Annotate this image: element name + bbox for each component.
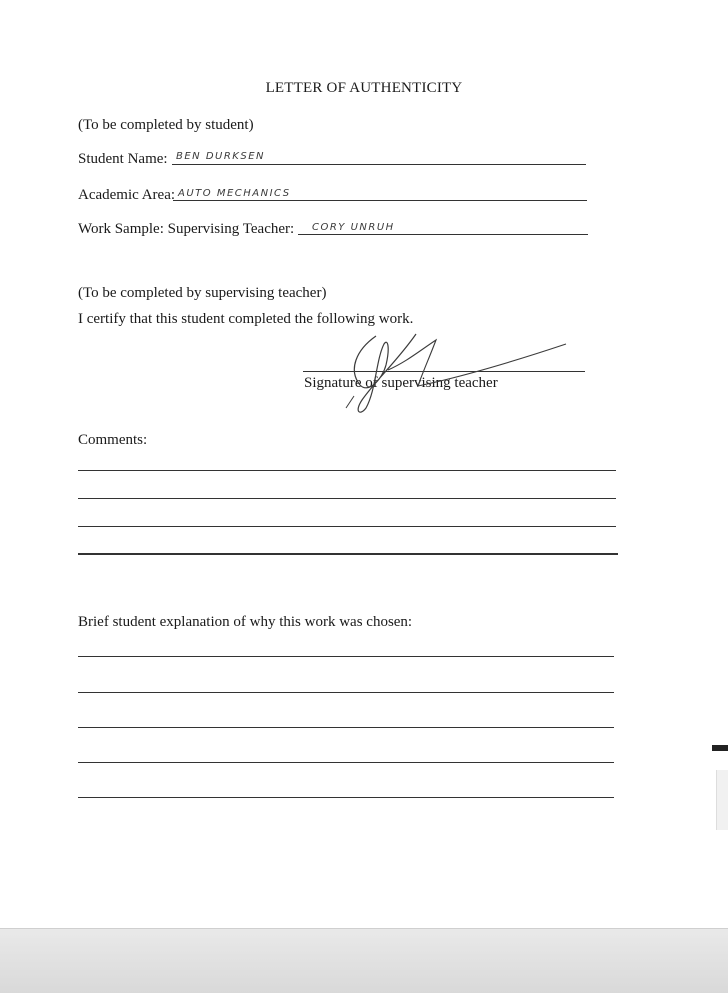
certify-text: I certify that this student completed the following work. (78, 311, 414, 327)
student-name-value: BEN DURKSEN (176, 151, 266, 162)
explanation-line-2 (78, 692, 614, 693)
supervising-teacher-label: Work Sample: Supervising Teacher: (78, 221, 295, 237)
signature-scribble (326, 330, 586, 420)
explanation-label: Brief student explanation of why this work was chosen: (78, 614, 413, 630)
supervising-teacher-line (298, 234, 588, 235)
explanation-line-1 (78, 656, 614, 657)
scan-bottom-edge (0, 928, 728, 993)
comment-line-3 (78, 526, 616, 527)
explanation-line-5 (78, 797, 614, 798)
academic-area-value: AUTO MECHANICS (178, 188, 291, 199)
supervising-teacher-value: CORY UNRUH (312, 222, 395, 233)
comments-label: Comments: (78, 432, 148, 448)
document-title: LETTER OF AUTHENTICITY (265, 80, 463, 96)
comment-line-2 (78, 498, 616, 499)
student-name-line (172, 164, 586, 165)
explanation-line-3 (78, 727, 614, 728)
signature-caption: Signature of supervising teacher (304, 375, 498, 391)
student-name-label: Student Name: (78, 151, 168, 167)
student-section-heading: (To be completed by student) (78, 117, 254, 133)
comment-line-1 (78, 470, 616, 471)
explanation-line-4 (78, 762, 614, 763)
academic-area-line (173, 200, 587, 201)
comment-line-4 (78, 553, 618, 555)
academic-area-label: Academic Area: (78, 187, 176, 203)
teacher-section-heading: (To be completed by supervising teacher) (78, 285, 327, 301)
scan-edge-shadow (716, 770, 728, 830)
scan-edge-mark (712, 745, 728, 751)
